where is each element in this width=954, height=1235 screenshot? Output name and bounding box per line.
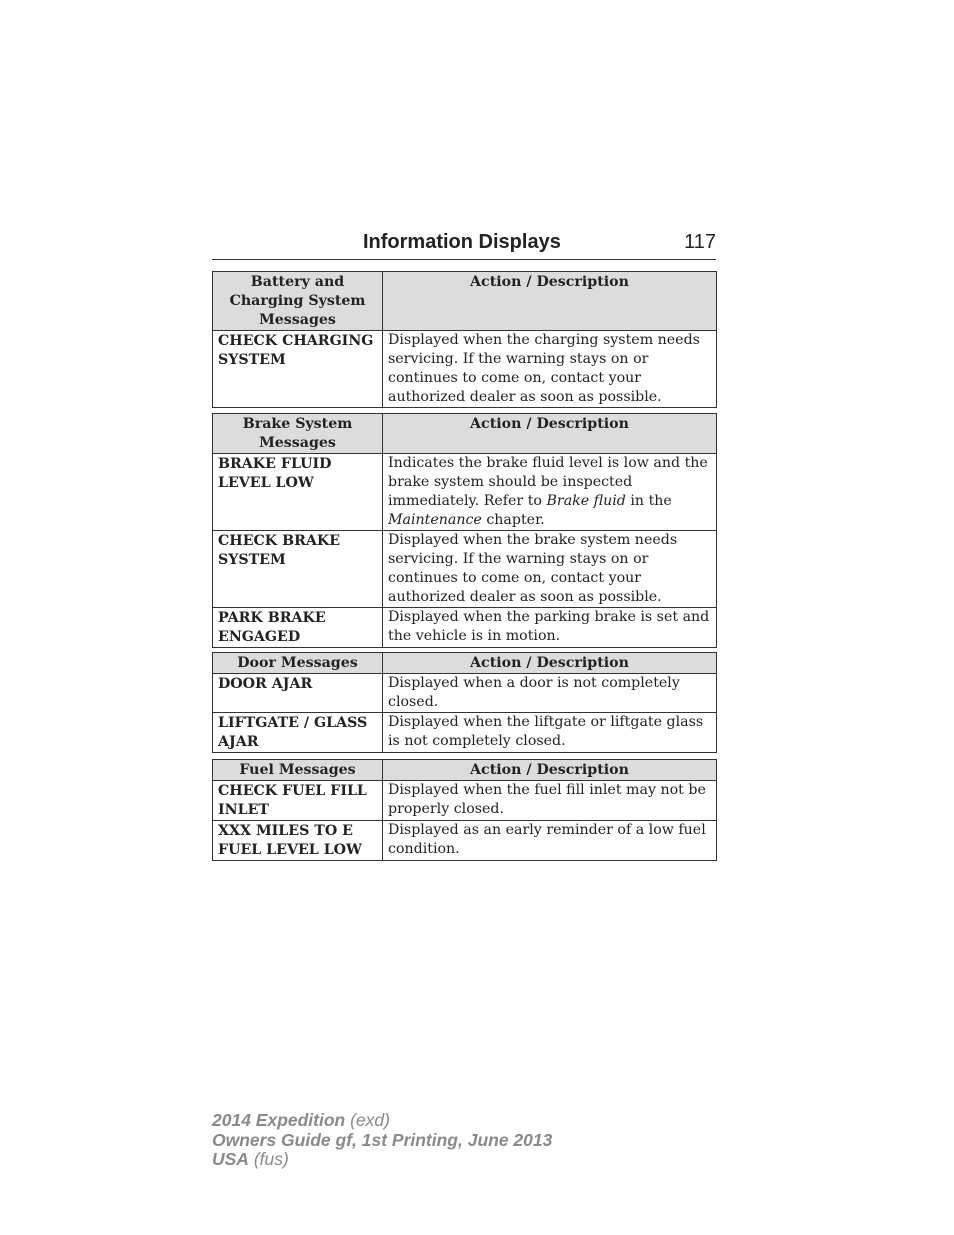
message-description: Displayed when the fuel fill inlet may not be properly closed. [383,781,717,821]
brake-system-table [212,413,717,648]
table-row [213,454,717,531]
footer-line-2: Owners Guide gf, 1st Printing, June 2013 [212,1129,553,1150]
page-footer [212,1111,552,1170]
fuel-messages-table [212,759,717,861]
table-header-row [213,760,717,781]
table-header-row [213,272,717,331]
message-name: LIFTGATE / GLASS AJAR [213,713,383,753]
message-description: Displayed when the charging system needs servicing. If the warning stays on or continues to come on, contact your authorized dealer as soon as possible. [383,331,717,408]
message-description: Displayed when the brake system needs servicing. If the warning stays on or continues to come on, contact your authorized dealer as soon as possible. [383,531,717,608]
table-header-left: Brake System Messages [213,414,383,454]
table-header-row [213,414,717,454]
door-messages-table [212,652,717,753]
message-description: Displayed when a door is not completely closed. [383,674,717,713]
table-row [213,331,717,408]
table-row [213,821,717,861]
table-header-row [213,653,717,674]
page-number: 117 [684,231,716,253]
table-row [213,674,717,713]
table-header-right: Action / Description [383,414,717,454]
table-row [213,713,717,753]
footer-line-1: 2014 Expedition (exd) [212,1110,390,1130]
message-name: CHECK BRAKE SYSTEM [213,531,383,608]
message-name: BRAKE FLUID LEVEL LOW [213,454,383,531]
message-description: Displayed as an early reminder of a low fuel condition. [383,821,717,861]
message-name: XXX MILES TO E FUEL LEVEL LOW [213,821,383,861]
message-name: CHECK CHARGING SYSTEM [213,331,383,408]
table-row [213,608,717,648]
message-description: Indicates the brake fluid level is low and the brake system should be inspected immediately. Refer to Brake fluid in the Maintenance chapter. [383,454,717,531]
table-row [213,781,717,821]
message-name: PARK BRAKE ENGAGED [213,608,383,648]
section-title: Information Displays [363,231,561,253]
table-row [213,531,717,608]
message-description: Displayed when the liftgate or liftgate glass is not completely closed. [383,713,717,753]
message-name: DOOR AJAR [213,674,383,713]
table-header-left: Battery and Charging System Messages [213,272,383,331]
page-header [212,229,716,260]
battery-charging-table [212,271,717,408]
table-header-left: Fuel Messages [213,760,383,781]
footer-line-3: USA (fus) [212,1149,289,1169]
table-header-right: Action / Description [383,760,717,781]
table-header-right: Action / Description [383,272,717,331]
message-description: Displayed when the parking brake is set and the vehicle is in motion. [383,608,717,648]
table-header-left: Door Messages [213,653,383,674]
table-header-right: Action / Description [383,653,717,674]
message-name: CHECK FUEL FILL INLET [213,781,383,821]
